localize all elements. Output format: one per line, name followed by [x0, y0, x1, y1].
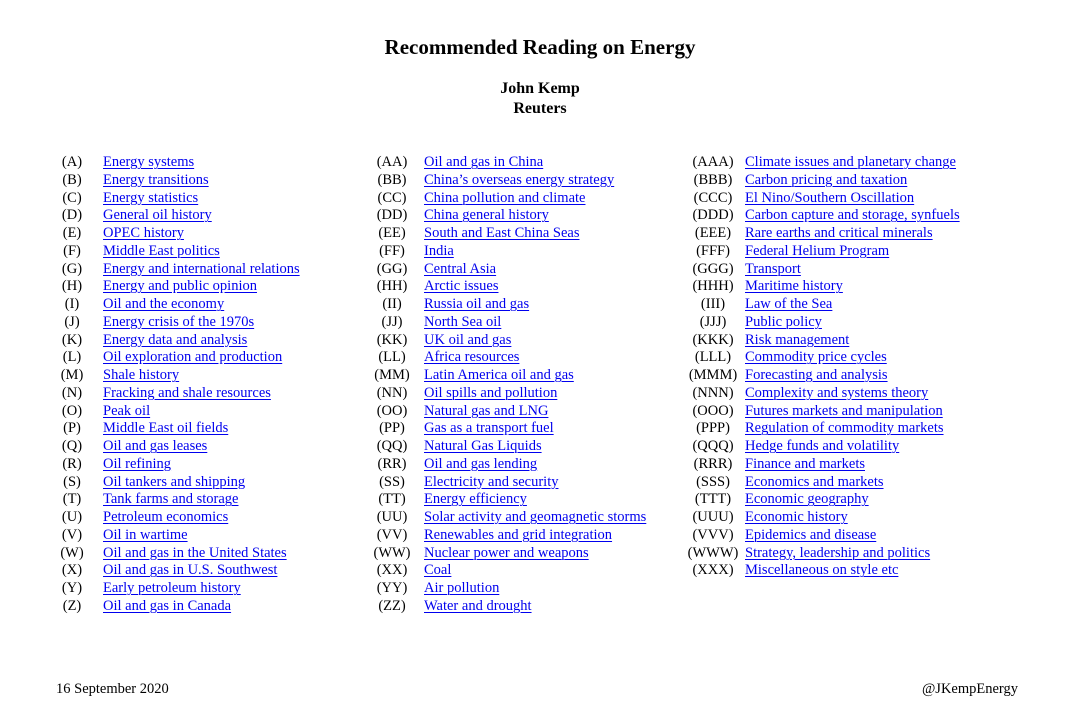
topic-link[interactable]: Law of the Sea	[745, 296, 833, 312]
topic-list-item	[684, 438, 1064, 456]
topic-list-item	[684, 474, 1064, 492]
topic-code: (AAA)	[692, 154, 734, 170]
topic-link[interactable]: India	[424, 242, 454, 259]
topic-link[interactable]: Economic history	[745, 509, 848, 525]
topic-link[interactable]: Commodity price cycles	[745, 349, 887, 366]
topic-link[interactable]: Strategy, leadership and politics	[745, 544, 931, 561]
topic-link[interactable]: Africa resources	[424, 349, 520, 366]
topic-link[interactable]: Coal	[424, 562, 452, 579]
topic-link[interactable]: Economic geography	[745, 491, 869, 508]
topic-link[interactable]: Gas as a transport fuel	[424, 420, 554, 437]
topic-code: (II)	[382, 296, 402, 312]
topic-link[interactable]: Oil tankers and shipping	[103, 473, 246, 490]
topic-list-item	[370, 225, 680, 243]
topic-link[interactable]: Middle East politics	[103, 242, 220, 259]
topic-list-item	[370, 545, 680, 563]
topic-link[interactable]: Air pollution	[424, 580, 500, 596]
topic-code: (I)	[64, 296, 80, 312]
topic-list-item	[684, 545, 1064, 563]
topic-code: (M)	[60, 367, 84, 383]
topic-list-item	[370, 349, 680, 367]
topic-code: (A)	[61, 154, 83, 170]
topic-link[interactable]: Oil exploration and production	[103, 349, 283, 366]
topic-list-item	[684, 385, 1064, 403]
topic-link[interactable]: El Nino/Southern Oscillation	[745, 189, 915, 206]
topic-code: (T)	[62, 491, 82, 508]
topic-list-item	[56, 243, 356, 261]
topic-list-item	[370, 491, 680, 509]
topic-list-item	[56, 438, 356, 456]
topic-list-item	[56, 545, 356, 563]
topic-code: (KK)	[376, 331, 408, 348]
topic-code: (MM)	[374, 367, 410, 383]
topic-link[interactable]: North Sea oil	[424, 313, 502, 330]
topic-code: (QQQ)	[692, 438, 734, 454]
topic-link[interactable]: Energy transitions	[103, 171, 209, 188]
author-affiliation: Reuters	[513, 100, 567, 117]
topic-list-item	[684, 456, 1064, 474]
topic-code: (X)	[61, 562, 83, 579]
topic-code: (E)	[62, 225, 82, 241]
topic-code: (AA)	[376, 154, 408, 170]
topic-list-item	[370, 527, 680, 545]
topic-list-item	[370, 154, 680, 172]
topic-link[interactable]: Middle East oil fields	[103, 420, 229, 437]
topic-link[interactable]: Transport	[745, 260, 801, 277]
topic-code: (F)	[63, 242, 81, 259]
topic-list-item	[56, 225, 356, 243]
topic-code: (CC)	[377, 189, 407, 206]
topic-link[interactable]: Economics and markets	[745, 473, 884, 490]
topic-list-item	[370, 474, 680, 492]
topic-link[interactable]: Climate issues and planetary change	[745, 154, 956, 170]
topic-list-item	[56, 207, 356, 225]
topic-code: (G)	[61, 260, 83, 277]
topic-link[interactable]: Peak oil	[103, 402, 151, 419]
topic-list-item	[370, 296, 680, 314]
topic-link[interactable]: Energy statistics	[103, 189, 199, 206]
topic-link[interactable]: Solar activity and geomagnetic storms	[424, 509, 647, 525]
topic-list-item	[56, 491, 356, 509]
topic-link[interactable]: Oil and gas leases	[103, 438, 208, 454]
topic-list-item	[370, 598, 680, 616]
topic-code: (WW)	[373, 544, 411, 561]
topic-link[interactable]: Oil in wartime	[103, 526, 188, 543]
topic-link[interactable]: Electricity and security	[424, 473, 559, 490]
topic-code: (FFF)	[696, 242, 730, 259]
topic-list-item	[684, 403, 1064, 421]
topic-list-item	[684, 367, 1064, 385]
topic-code: (BBB)	[693, 171, 733, 188]
topic-list-item	[684, 154, 1064, 172]
topic-link[interactable]: Oil and gas lending	[424, 455, 538, 472]
topic-list-item	[56, 154, 356, 172]
topic-code: (PPP)	[696, 420, 730, 437]
topic-code: (CCC)	[693, 189, 733, 206]
topic-list-item	[56, 385, 356, 403]
topic-list-item	[56, 296, 356, 314]
topic-link[interactable]: Carbon pricing and taxation	[745, 171, 908, 188]
topic-code: (R)	[62, 455, 82, 472]
topic-link[interactable]: UK oil and gas	[424, 331, 512, 348]
topic-list-item	[684, 278, 1064, 296]
topic-code: (TT)	[378, 491, 406, 508]
topic-code: (ZZ)	[378, 597, 406, 614]
topic-code: (O)	[61, 402, 83, 419]
author-name: John Kemp	[500, 80, 580, 97]
topic-list-item	[370, 385, 680, 403]
topic-list-item	[56, 527, 356, 545]
topic-link[interactable]: Arctic issues	[424, 278, 499, 295]
topic-list-item	[684, 296, 1064, 314]
topic-link[interactable]: Renewables and grid integration	[424, 526, 613, 543]
topic-link[interactable]: Complexity and systems theory	[745, 384, 929, 401]
topic-code: (PP)	[379, 420, 405, 437]
topic-link[interactable]: Energy and international relations	[103, 260, 300, 277]
topic-code: (OO)	[376, 402, 408, 419]
topic-link[interactable]: Public policy	[745, 313, 822, 330]
topic-code: (K)	[61, 331, 83, 348]
topic-list-item	[684, 261, 1064, 279]
topic-list-item	[370, 278, 680, 296]
topic-code: (SSS)	[696, 473, 730, 490]
topic-code: (W)	[60, 544, 84, 561]
topic-link[interactable]: Early petroleum history	[103, 580, 241, 596]
topic-code: (RRR)	[693, 455, 733, 472]
topic-list-item	[370, 332, 680, 350]
topic-list-item	[684, 190, 1064, 208]
topic-code: (DDD)	[692, 207, 734, 224]
topic-link[interactable]: Oil and gas in the United States	[103, 544, 287, 561]
topic-code: (V)	[61, 526, 83, 543]
topic-link[interactable]: Fracking and shale resources	[103, 384, 271, 401]
topic-link[interactable]: Federal Helium Program	[745, 242, 890, 259]
topic-code: (GGG)	[692, 260, 734, 277]
topic-link[interactable]: Russia oil and gas	[424, 296, 530, 312]
topic-link[interactable]: Oil and gas in Canada	[103, 597, 232, 614]
topic-list-item	[370, 367, 680, 385]
topic-code: (P)	[63, 420, 81, 437]
topic-list-item	[684, 491, 1064, 509]
topic-link[interactable]: Petroleum economics	[103, 509, 229, 525]
topic-list-item	[370, 456, 680, 474]
topic-link[interactable]: Risk management	[745, 331, 850, 348]
topic-list-item	[684, 332, 1064, 350]
topic-list-item	[56, 332, 356, 350]
topic-link[interactable]: Energy systems	[103, 154, 195, 170]
topic-code: (BB)	[377, 171, 407, 188]
topic-code: (QQ)	[376, 438, 408, 454]
topic-link[interactable]: Energy efficiency	[424, 491, 527, 508]
topic-link[interactable]: OPEC history	[103, 225, 184, 241]
topic-list-item	[56, 403, 356, 421]
topic-code: (KKK)	[692, 331, 734, 348]
topic-list-item	[684, 349, 1064, 367]
topic-link[interactable]: Energy data and analysis	[103, 331, 248, 348]
topic-code: (D)	[61, 207, 83, 224]
topic-code: (L)	[62, 349, 82, 366]
topic-link[interactable]: China pollution and climate	[424, 189, 586, 206]
topic-list-item	[684, 420, 1064, 438]
topic-code: (H)	[61, 278, 83, 295]
topic-list-item	[370, 190, 680, 208]
topic-code: (OOO)	[692, 402, 734, 419]
topic-list-item	[56, 420, 356, 438]
topic-code: (RR)	[377, 455, 407, 472]
topic-code: (Z)	[62, 597, 82, 614]
topic-code: (N)	[61, 384, 83, 401]
topic-list-item	[56, 474, 356, 492]
topic-list-item	[370, 562, 680, 580]
topic-list-item	[370, 207, 680, 225]
topic-code: (XX)	[376, 562, 408, 579]
topic-code: (III)	[700, 296, 726, 312]
topic-link[interactable]: Oil and gas in U.S. Southwest	[103, 562, 278, 579]
topic-link[interactable]: Central Asia	[424, 260, 497, 277]
topic-link[interactable]: Energy crisis of the 1970s	[103, 313, 255, 330]
topic-link[interactable]: Miscellaneous on style etc	[745, 562, 899, 579]
topic-link[interactable]: China’s overseas energy strategy	[424, 171, 615, 188]
topic-code: (XXX)	[692, 562, 734, 579]
topic-code: (HHH)	[692, 278, 734, 295]
topic-code: (JJ)	[381, 313, 403, 330]
topic-link[interactable]: Shale history	[103, 367, 180, 383]
topic-list-item	[370, 403, 680, 421]
topic-link[interactable]: Regulation of commodity markets	[745, 420, 944, 437]
topic-code: (UUU)	[692, 509, 734, 525]
topic-code: (Y)	[61, 580, 83, 596]
topic-code: (U)	[61, 509, 83, 525]
topic-code: (DD)	[376, 207, 408, 224]
topic-link[interactable]: Oil refining	[103, 455, 172, 472]
topic-list-item	[370, 580, 680, 598]
topic-link[interactable]: Oil and the economy	[103, 296, 225, 312]
topic-list-item	[684, 314, 1064, 332]
topic-code: (FF)	[379, 242, 405, 259]
topic-link[interactable]: China general history	[424, 207, 549, 224]
topic-code: (UU)	[376, 509, 408, 525]
topic-link[interactable]: Oil and gas in China	[424, 154, 544, 170]
topic-code: (TTT)	[694, 491, 732, 508]
topic-list-item	[56, 314, 356, 332]
topic-list-item	[684, 509, 1064, 527]
topic-code: (HH)	[376, 278, 408, 295]
topic-code: (VVV)	[692, 526, 734, 543]
topic-link[interactable]: Tank farms and storage	[103, 491, 239, 508]
topic-code: (SS)	[379, 473, 405, 490]
topic-code: (B)	[62, 171, 82, 188]
topic-list-item	[56, 278, 356, 296]
topic-code: (LLL)	[694, 349, 732, 366]
topic-list-item	[370, 314, 680, 332]
topic-code: (VV)	[376, 526, 408, 543]
topic-link[interactable]: South and East China Seas	[424, 225, 580, 241]
topic-code: (LL)	[378, 349, 406, 366]
topic-list-item	[684, 172, 1064, 190]
page-title: Recommended Reading on Energy	[384, 35, 696, 59]
topic-list-item	[56, 367, 356, 385]
topic-list-item	[684, 562, 1064, 580]
topic-column-2	[370, 154, 680, 616]
publication-date: 16 September 2020	[56, 681, 169, 697]
topic-code: (EE)	[378, 225, 406, 241]
topic-code: (C)	[62, 189, 82, 206]
topic-link[interactable]: Oil spills and pollution	[424, 384, 558, 401]
topic-list-item	[56, 509, 356, 527]
topic-list-item	[56, 349, 356, 367]
topic-link[interactable]: Epidemics and disease	[745, 526, 877, 543]
topic-link[interactable]: Finance and markets	[745, 455, 865, 472]
topic-list-item	[684, 243, 1064, 261]
topic-link[interactable]: Carbon capture and storage, synfuels	[745, 207, 960, 224]
topic-link[interactable]: Natural Gas Liquids	[424, 438, 542, 454]
topic-code: (S)	[63, 473, 81, 490]
topic-code: (GG)	[376, 260, 408, 277]
topic-list-item	[370, 243, 680, 261]
topic-list-item	[56, 172, 356, 190]
topic-link[interactable]: Rare earths and critical minerals	[745, 225, 933, 241]
topic-code: (NN)	[376, 384, 408, 401]
topic-link[interactable]: Water and drought	[424, 597, 532, 614]
topic-link[interactable]: Energy and public opinion	[103, 278, 257, 295]
topic-column-1	[56, 154, 356, 616]
topic-link[interactable]: Maritime history	[745, 278, 843, 295]
topic-list-item	[370, 172, 680, 190]
topic-list-item	[684, 207, 1064, 225]
topic-code: (Q)	[61, 438, 83, 454]
topic-link[interactable]: Futures markets and manipulation	[745, 402, 943, 419]
topic-list-item	[56, 562, 356, 580]
topic-list-item	[56, 456, 356, 474]
twitter-handle: @JKempEnergy	[921, 681, 1018, 697]
topic-list-item	[370, 261, 680, 279]
topic-link[interactable]: Nuclear power and weapons	[424, 544, 589, 561]
topic-list-item	[56, 190, 356, 208]
topic-list-item	[684, 527, 1064, 545]
topic-code: (WWW)	[687, 544, 739, 561]
topic-list-item	[56, 598, 356, 616]
topic-link[interactable]: Latin America oil and gas	[424, 367, 574, 383]
topic-code: (MMM)	[688, 367, 738, 383]
topic-list-item	[56, 580, 356, 598]
topic-code: (JJJ)	[699, 313, 727, 330]
topic-list-item	[370, 438, 680, 456]
topic-link[interactable]: Natural gas and LNG	[424, 402, 549, 419]
topic-code: (EEE)	[694, 225, 732, 241]
topic-code: (YY)	[376, 580, 408, 596]
topic-code: (J)	[64, 313, 80, 330]
topic-code: (NNN)	[692, 384, 734, 401]
topic-link[interactable]: Forecasting and analysis	[745, 367, 888, 383]
topic-list-item	[370, 420, 680, 438]
topic-list-item	[684, 225, 1064, 243]
topic-column-3	[684, 154, 1064, 580]
topic-list-item	[56, 261, 356, 279]
topic-link[interactable]: Hedge funds and volatility	[745, 438, 900, 454]
topic-list-item	[370, 509, 680, 527]
topic-link[interactable]: General oil history	[103, 207, 212, 224]
